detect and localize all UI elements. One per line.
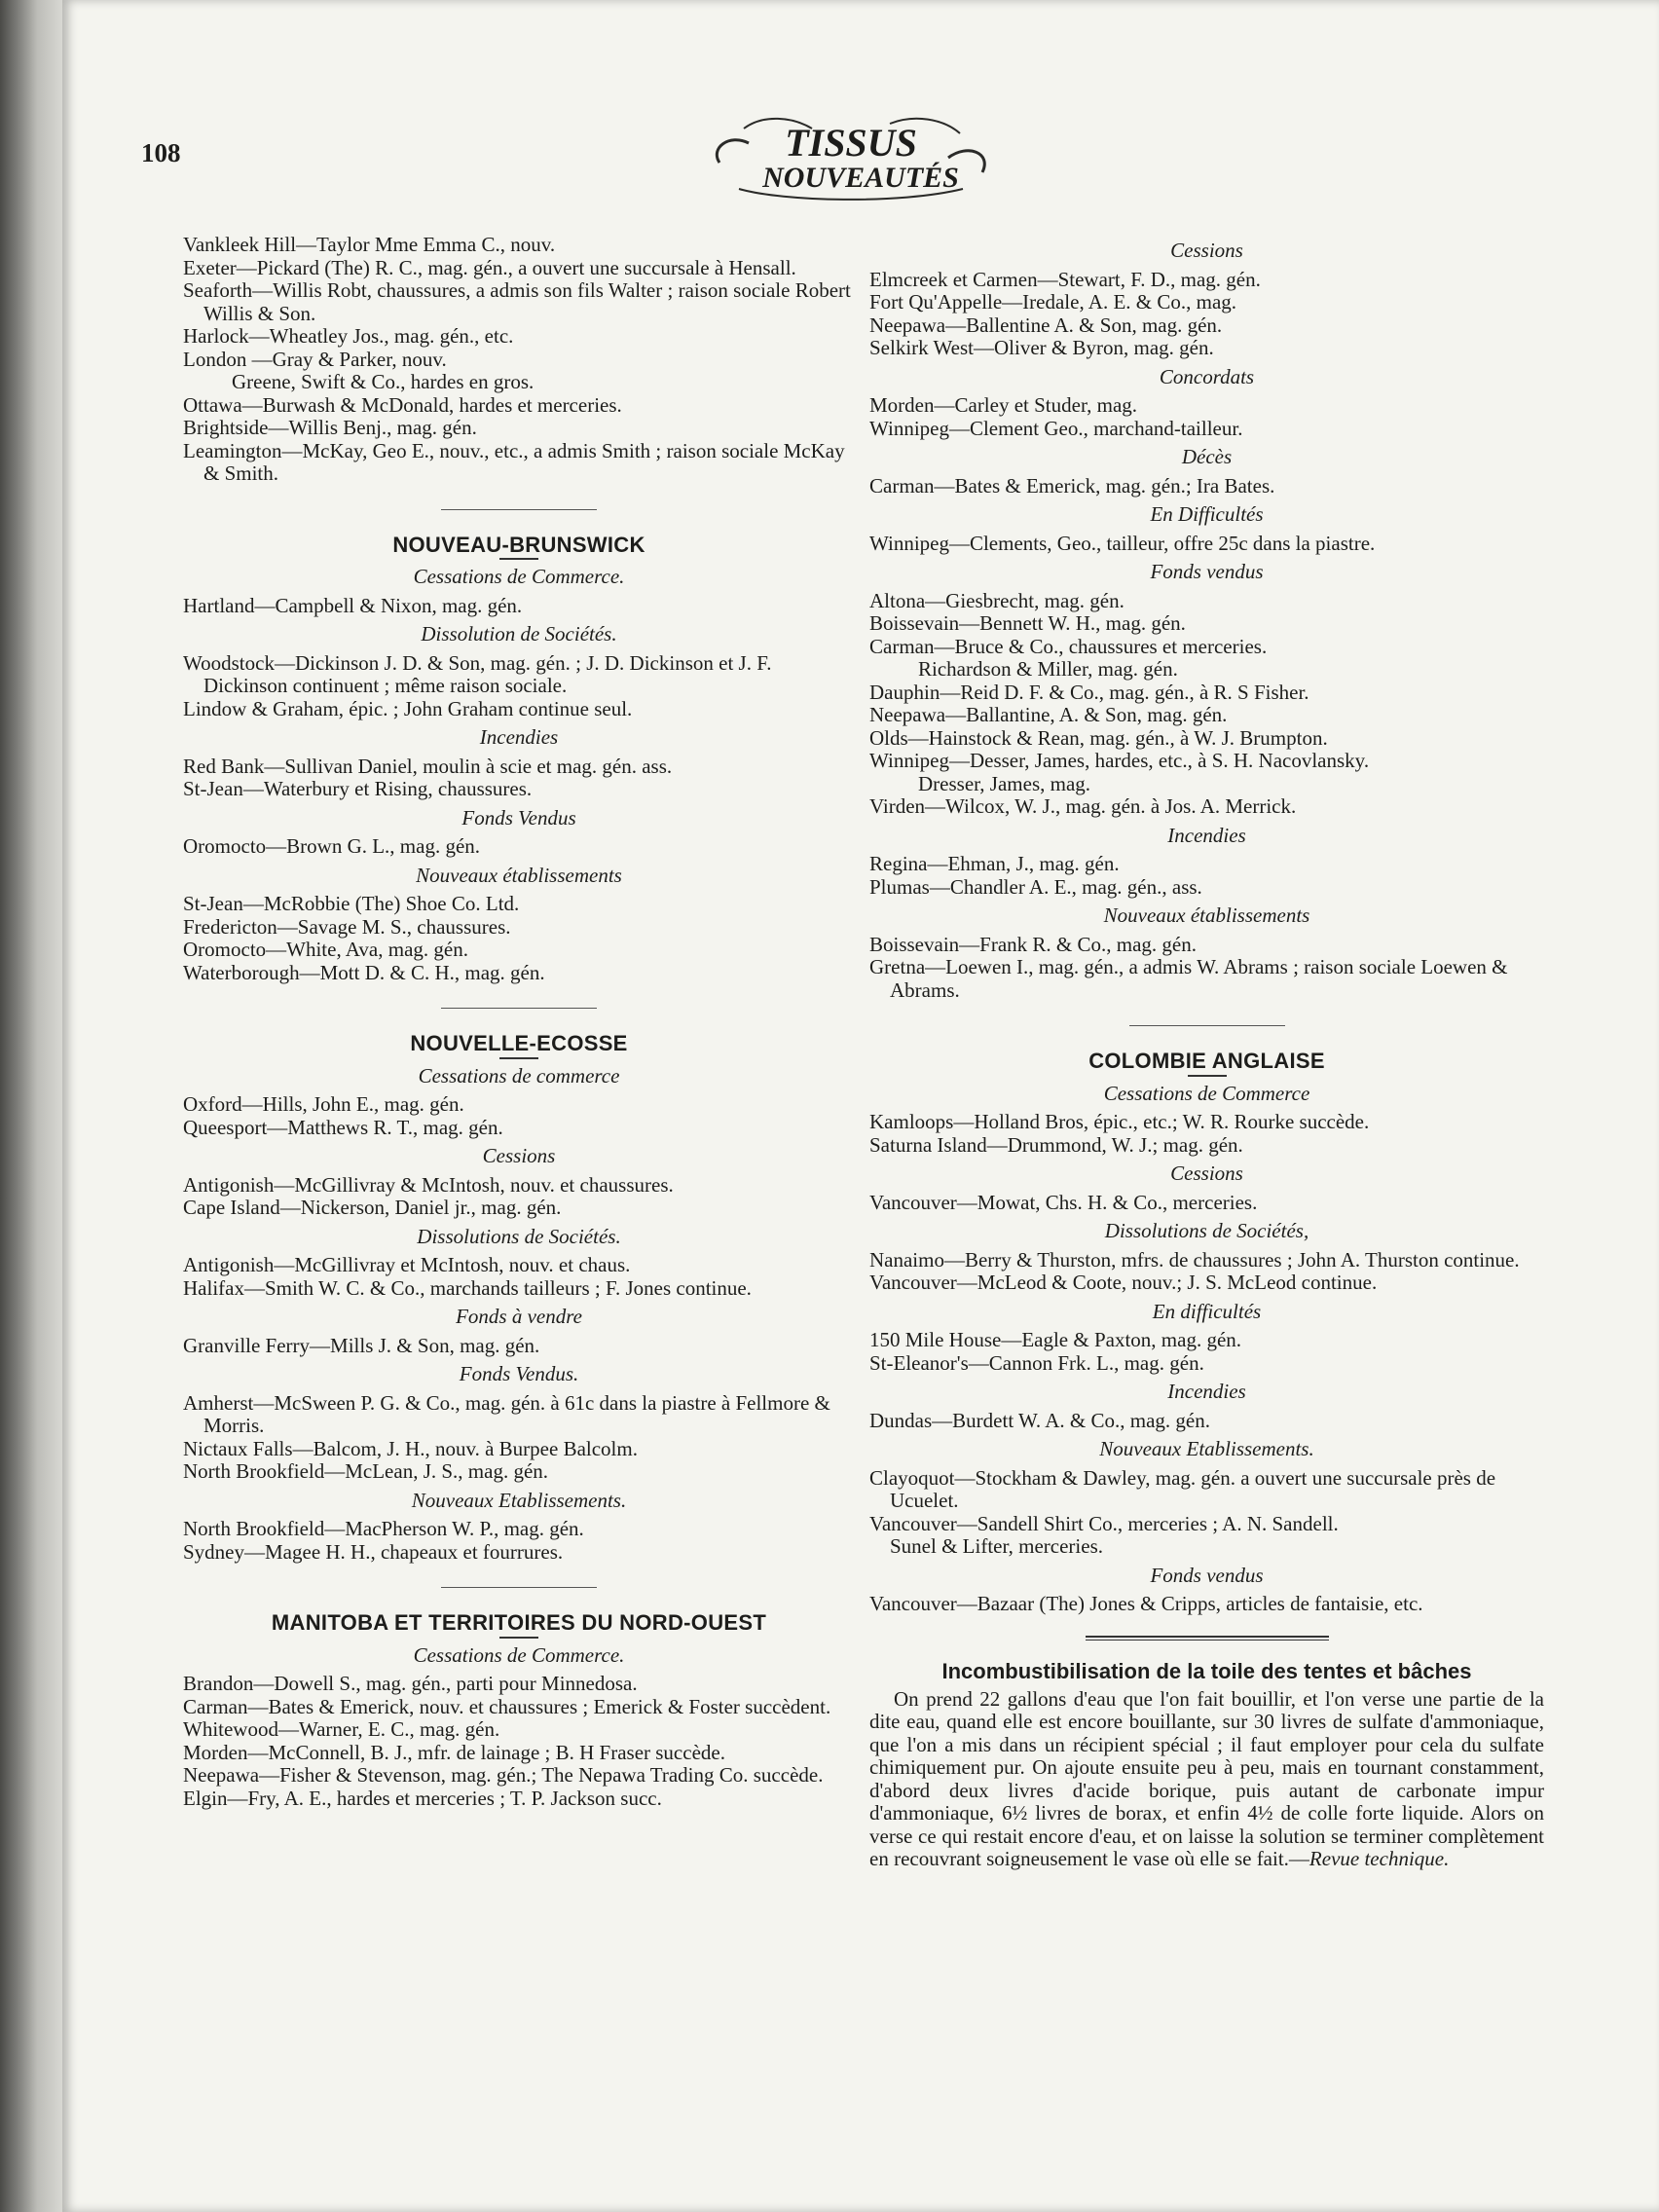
listing-entry: St-Eleanor's—Cannon Frk. L., mag. gén. [869, 1350, 1204, 1375]
listing-entry: Sydney—Magee H. H., chapeaux et fourrures. [183, 1539, 564, 1564]
subheading: Cessions [482, 1144, 556, 1167]
listing-entry: 150 Mile House—Eagle & Paxton, mag. gén. [869, 1328, 1242, 1351]
listing-entry: Neepawa—Fisher & Stevenson, mag. gén.; The Nepawa Trading Co. succède. [183, 1763, 824, 1787]
listing-entry: Vancouver—Bazaar (The) Jones & Cripps, articles de fantaisie, etc. [869, 1592, 1423, 1615]
subheading: Dissolutions de Sociétés, [1104, 1219, 1309, 1242]
listing-entry: St-Jean—Waterbury et Rising, chaussures. [183, 777, 533, 800]
subheading: Cessations de commerce [418, 1063, 620, 1088]
subheading: Cessions [1170, 239, 1243, 262]
subheading: Fonds Vendus [461, 805, 576, 830]
listing-entry: Oromocto—Brown G. L., mag. gén. [183, 834, 481, 858]
left-column [183, 234, 855, 1810]
subheading: Cessations de Commerce [1103, 1081, 1310, 1105]
page-number: 108 [141, 138, 181, 167]
listing-entry: Carman—Bruce & Co., chaussures et merceries. [869, 634, 1268, 658]
subheading: Nouveaux Etablissements. [411, 1488, 627, 1512]
article-title: Incombustibilisation de la toile des tentes et bâches [941, 1658, 1472, 1683]
subheading: Nouveaux Etablissements. [1099, 1437, 1314, 1460]
listing-entry: Vancouver—McLeod & Coote, nouv.; J. S. McLeod continue. [869, 1271, 1378, 1294]
listing-entry: Dauphin—Reid D. F. & Co., mag. gén., à R. S Fisher. [869, 680, 1309, 704]
listing-entry: Brightside—Willis Benj., mag. gén. [183, 416, 477, 439]
subheading: Dissolutions de Sociétés. [417, 1224, 621, 1248]
listing-entry: Gretna—Loewen I., mag. gén., a admis W. Abrams ; raison sociale Loewen & Abrams. [869, 955, 1508, 1002]
listing-entry: Boissevain—Bennett W. H., mag. gén. [869, 611, 1186, 635]
listing-entry: Selkirk West—Oliver & Byron, mag. gén. [869, 336, 1214, 359]
listing-entry: Morden—Carley et Studer, mag. [869, 393, 1138, 417]
listing-entry: Sunel & Lifter, merceries. [890, 1534, 1103, 1558]
section-rule [499, 558, 538, 560]
listing-entry: North Brookfield—McLean, J. S., mag. gén. [183, 1459, 549, 1483]
listing-entry: Winnipeg—Clements, Geo., tailleur, offre 25c dans la piastre. [869, 531, 1376, 555]
listing-entry: London —Gray & Parker, nouv. [183, 347, 447, 371]
listing-entry: Exeter—Pickard (The) R. C., mag. gén., a ouvert une succursale à Hensall. [183, 255, 796, 279]
listing-entry: Saturna Island—Drummond, W. J.; mag. gén. [869, 1132, 1243, 1157]
article-credit: Revue technique. [1309, 1847, 1450, 1870]
listing-entry: Boissevain—Frank R. & Co., mag. gén. [869, 932, 1197, 956]
listing-entry: Granville Ferry—Mills J. & Son, mag. gén. [183, 1333, 540, 1357]
listing-entry: Ottawa—Burwash & McDonald, hardes et merceries. [183, 392, 622, 417]
listing-entry: Neepawa—Ballentine A. & Son, mag. gén. [869, 313, 1223, 337]
subheading: Décès [1181, 445, 1233, 468]
subheading: Cessations de Commerce. [413, 565, 625, 588]
listing-entry: Leamington—McKay, Geo E., nouv., etc., a admis Smith ; raison sociale McKay & Smith. [183, 438, 845, 485]
section-rule [1188, 1075, 1227, 1077]
section-title-nouveau-brunswick: NOUVEAU-BRUNSWICK [392, 532, 645, 557]
listing-entry: Whitewood—Warner, E. C., mag. gén. [183, 1717, 500, 1741]
listing-entry: Elgin—Fry, A. E., hardes et merceries ; T. P. Jackson succ. [183, 1786, 662, 1810]
subheading: Incendies [1167, 1380, 1246, 1403]
listing-entry: Brandon—Dowell S., mag. gén., parti pour Minnedosa. [183, 1672, 638, 1695]
subheading: Dissolution de Sociétés. [421, 622, 617, 645]
book-binding-edge [0, 0, 62, 2212]
listing-entry: Winnipeg—Clement Geo., marchand-tailleur. [869, 416, 1243, 440]
subheading: Fonds à vendre [456, 1305, 582, 1328]
separator-rule [441, 1587, 597, 1588]
listing-entry: Virden—Wilcox, W. J., mag. gén. à Jos. A. Merrick. [869, 794, 1297, 818]
subheading: Fonds vendus [1150, 1563, 1264, 1587]
masthead-word-1: TISSUS [785, 121, 917, 165]
article-body-text: On prend 22 gallons d'eau que l'on fait bouillir, et l'on verse une partie de la dite eau, quand elle est encore bouillante, sur 30 livres de sulfate d'ammoniaque, que l'on a mis dans un récipient spécial ; il faut employer pour cela du sulfate chimiquement pur. On ajoute ensuite peu à peu, mais en tournant constamment, d'abord deux livres d'acide borique, puis autant de carbonate impur d'ammoniaque, 6½ livres de borax, et enfin 4½ de colle forte liquide. Alors on verse ce qui restait encore d'eau, et on laisse la solution se terminer complètement en recouvrant soigneusement le vase où elle se fait.— [869, 1686, 1544, 1870]
listing-entry: Cape Island—Nickerson, Daniel jr., mag. gén. [183, 1196, 562, 1219]
listing-entry: Red Bank—Sullivan Daniel, moulin à scie et mag. gén. ass. [183, 754, 673, 778]
section-title-colombie-anglaise: COLOMBIE ANGLAISE [1088, 1049, 1325, 1073]
listing-entry: Hartland—Campbell & Nixon, mag. gén. [183, 593, 523, 617]
listing-entry: Antigonish—McGillivray & McIntosh, nouv. et chaussures. [183, 1172, 674, 1197]
listing-entry: Vancouver—Sandell Shirt Co., merceries ; A. N. Sandell. [869, 1511, 1339, 1535]
subheading: Fonds Vendus. [459, 1362, 579, 1385]
section-rule [499, 1057, 538, 1059]
listing-entry: Halifax—Smith W. C. & Co., marchands tailleurs ; F. Jones continue. [183, 1275, 752, 1300]
listing-entry: Winnipeg—Desser, James, hardes, etc., à S. H. Nacovlansky. [869, 749, 1370, 772]
listing-entry: Regina—Ehman, J., mag. gén. [869, 852, 1120, 875]
section-rule [499, 1637, 538, 1639]
listing-entry: Dresser, James, mag. [918, 771, 1091, 795]
masthead-word-2: NOUVEAUTÉS [762, 162, 959, 194]
subheading: En Difficultés [1150, 502, 1264, 526]
section-title-manitoba: MANITOBA ET TERRITOIRES DU NORD-OUEST [271, 1610, 767, 1635]
listing-entry: Kamloops—Holland Bros, épic., etc.; W. R. Rourke succède. [869, 1110, 1370, 1133]
listing-entry: Woodstock—Dickinson J. D. & Son, mag. gén. ; J. D. Dickinson et J. F. Dickinson continuent ; même raison sociale. [183, 650, 772, 697]
subheading: Nouveaux établissements [416, 863, 622, 887]
listing-entry: Amherst—McSween P. G. & Co., mag. gén. à 61c dans la piastre à Fellmore & Morris. [183, 1390, 830, 1437]
double-separator-rule [1086, 1636, 1329, 1641]
listing-entry: Carman—Bates & Emerick, nouv. et chaussures ; Emerick & Foster succèdent. [183, 1694, 831, 1718]
listing-entry: Oromocto—White, Ava, mag. gén. [183, 938, 468, 961]
listing-entry: Morden—McConnell, B. J., mfr. de lainage ; B. H Fraser succède. [183, 1740, 725, 1764]
article-body [869, 1688, 1544, 1871]
subheading: Fonds vendus [1150, 560, 1264, 583]
listing-entry: Neepawa—Ballantine, A. & Son, mag. gén. [869, 703, 1228, 726]
subheading: Concordats [1159, 364, 1255, 388]
subheading: Cessions [1170, 1161, 1243, 1185]
listing-entry: Seaforth—Willis Robt, chaussures, a admis son fils Walter ; raison sociale Robert Willis & Son. [183, 278, 851, 325]
listing-entry: Carman—Bates & Emerick, mag. gén.; Ira Bates. [869, 473, 1275, 498]
listing-entry: Greene, Swift & Co., hardes en gros. [232, 370, 535, 393]
listing-entry: Clayoquot—Stockham & Dawley, mag. gén. a ouvert une succursale près de Ucuelet. [869, 1465, 1496, 1512]
subheading: Incendies [1167, 823, 1246, 847]
separator-rule [441, 1008, 597, 1009]
listing-entry: Plumas—Chandler A. E., mag. gén., ass. [869, 874, 1202, 899]
listing-entry: North Brookfield—MacPherson W. P., mag. gén. [183, 1517, 584, 1540]
subheading: Cessations de Commerce. [413, 1642, 625, 1667]
masthead-ornament [705, 109, 997, 206]
listing-entry: Nanaimo—Berry & Thurston, mfrs. de chaussures ; John A. Thurston continue. [869, 1247, 1520, 1272]
listing-entry: St-Jean—McRobbie (The) Shoe Co. Ltd. [183, 892, 520, 915]
listing-entry: Harlock—Wheatley Jos., mag. gén., etc. [183, 324, 514, 348]
subheading: En difficultés [1152, 1299, 1262, 1323]
listing-entry: Altona—Giesbrecht, mag. gén. [869, 588, 1124, 612]
listing-entry: Olds—Hainstock & Rean, mag. gén., à W. J. Brumpton. [869, 725, 1328, 750]
listing-entry: Oxford—Hills, John E., mag. gén. [183, 1092, 464, 1116]
listing-entry: Elmcreek et Carmen—Stewart, F. D., mag. gén. [869, 267, 1261, 291]
listing-entry: Fredericton—Savage M. S., chaussures. [183, 914, 511, 939]
separator-rule [441, 509, 597, 510]
separator-rule [1129, 1025, 1285, 1026]
subheading: Nouveaux établissements [1103, 903, 1310, 927]
listing-entry: Queesport—Matthews R. T., mag. gén. [183, 1115, 503, 1139]
listing-entry: Nictaux Falls—Balcom, J. H., nouv. à Burpee Balcolm. [183, 1436, 638, 1460]
section-title-nouvelle-ecosse: NOUVELLE-ECOSSE [410, 1031, 628, 1055]
right-column [869, 234, 1544, 1871]
listing-entry: Lindow & Graham, épic. ; John Graham continue seul. [183, 696, 633, 720]
listing-entry: Richardson & Miller, mag. gén. [918, 657, 1178, 681]
listing-entry: Vancouver—Mowat, Chs. H. & Co., merceries. [869, 1190, 1258, 1214]
listing-entry: Fort Qu'Appelle—Iredale, A. E. & Co., mag. [869, 290, 1237, 313]
listing-entry: Waterborough—Mott D. & C. H., mag. gén. [183, 960, 545, 984]
listing-entry: Dundas—Burdett W. A. & Co., mag. gén. [869, 1408, 1210, 1432]
masthead-logo [705, 109, 997, 206]
subheading: Incendies [479, 725, 559, 749]
listing-entry: Vankleek Hill—Taylor Mme Emma C., nouv. [183, 233, 556, 256]
listing-entry: Antigonish—McGillivray et McIntosh, nouv. et chaus. [183, 1253, 631, 1276]
